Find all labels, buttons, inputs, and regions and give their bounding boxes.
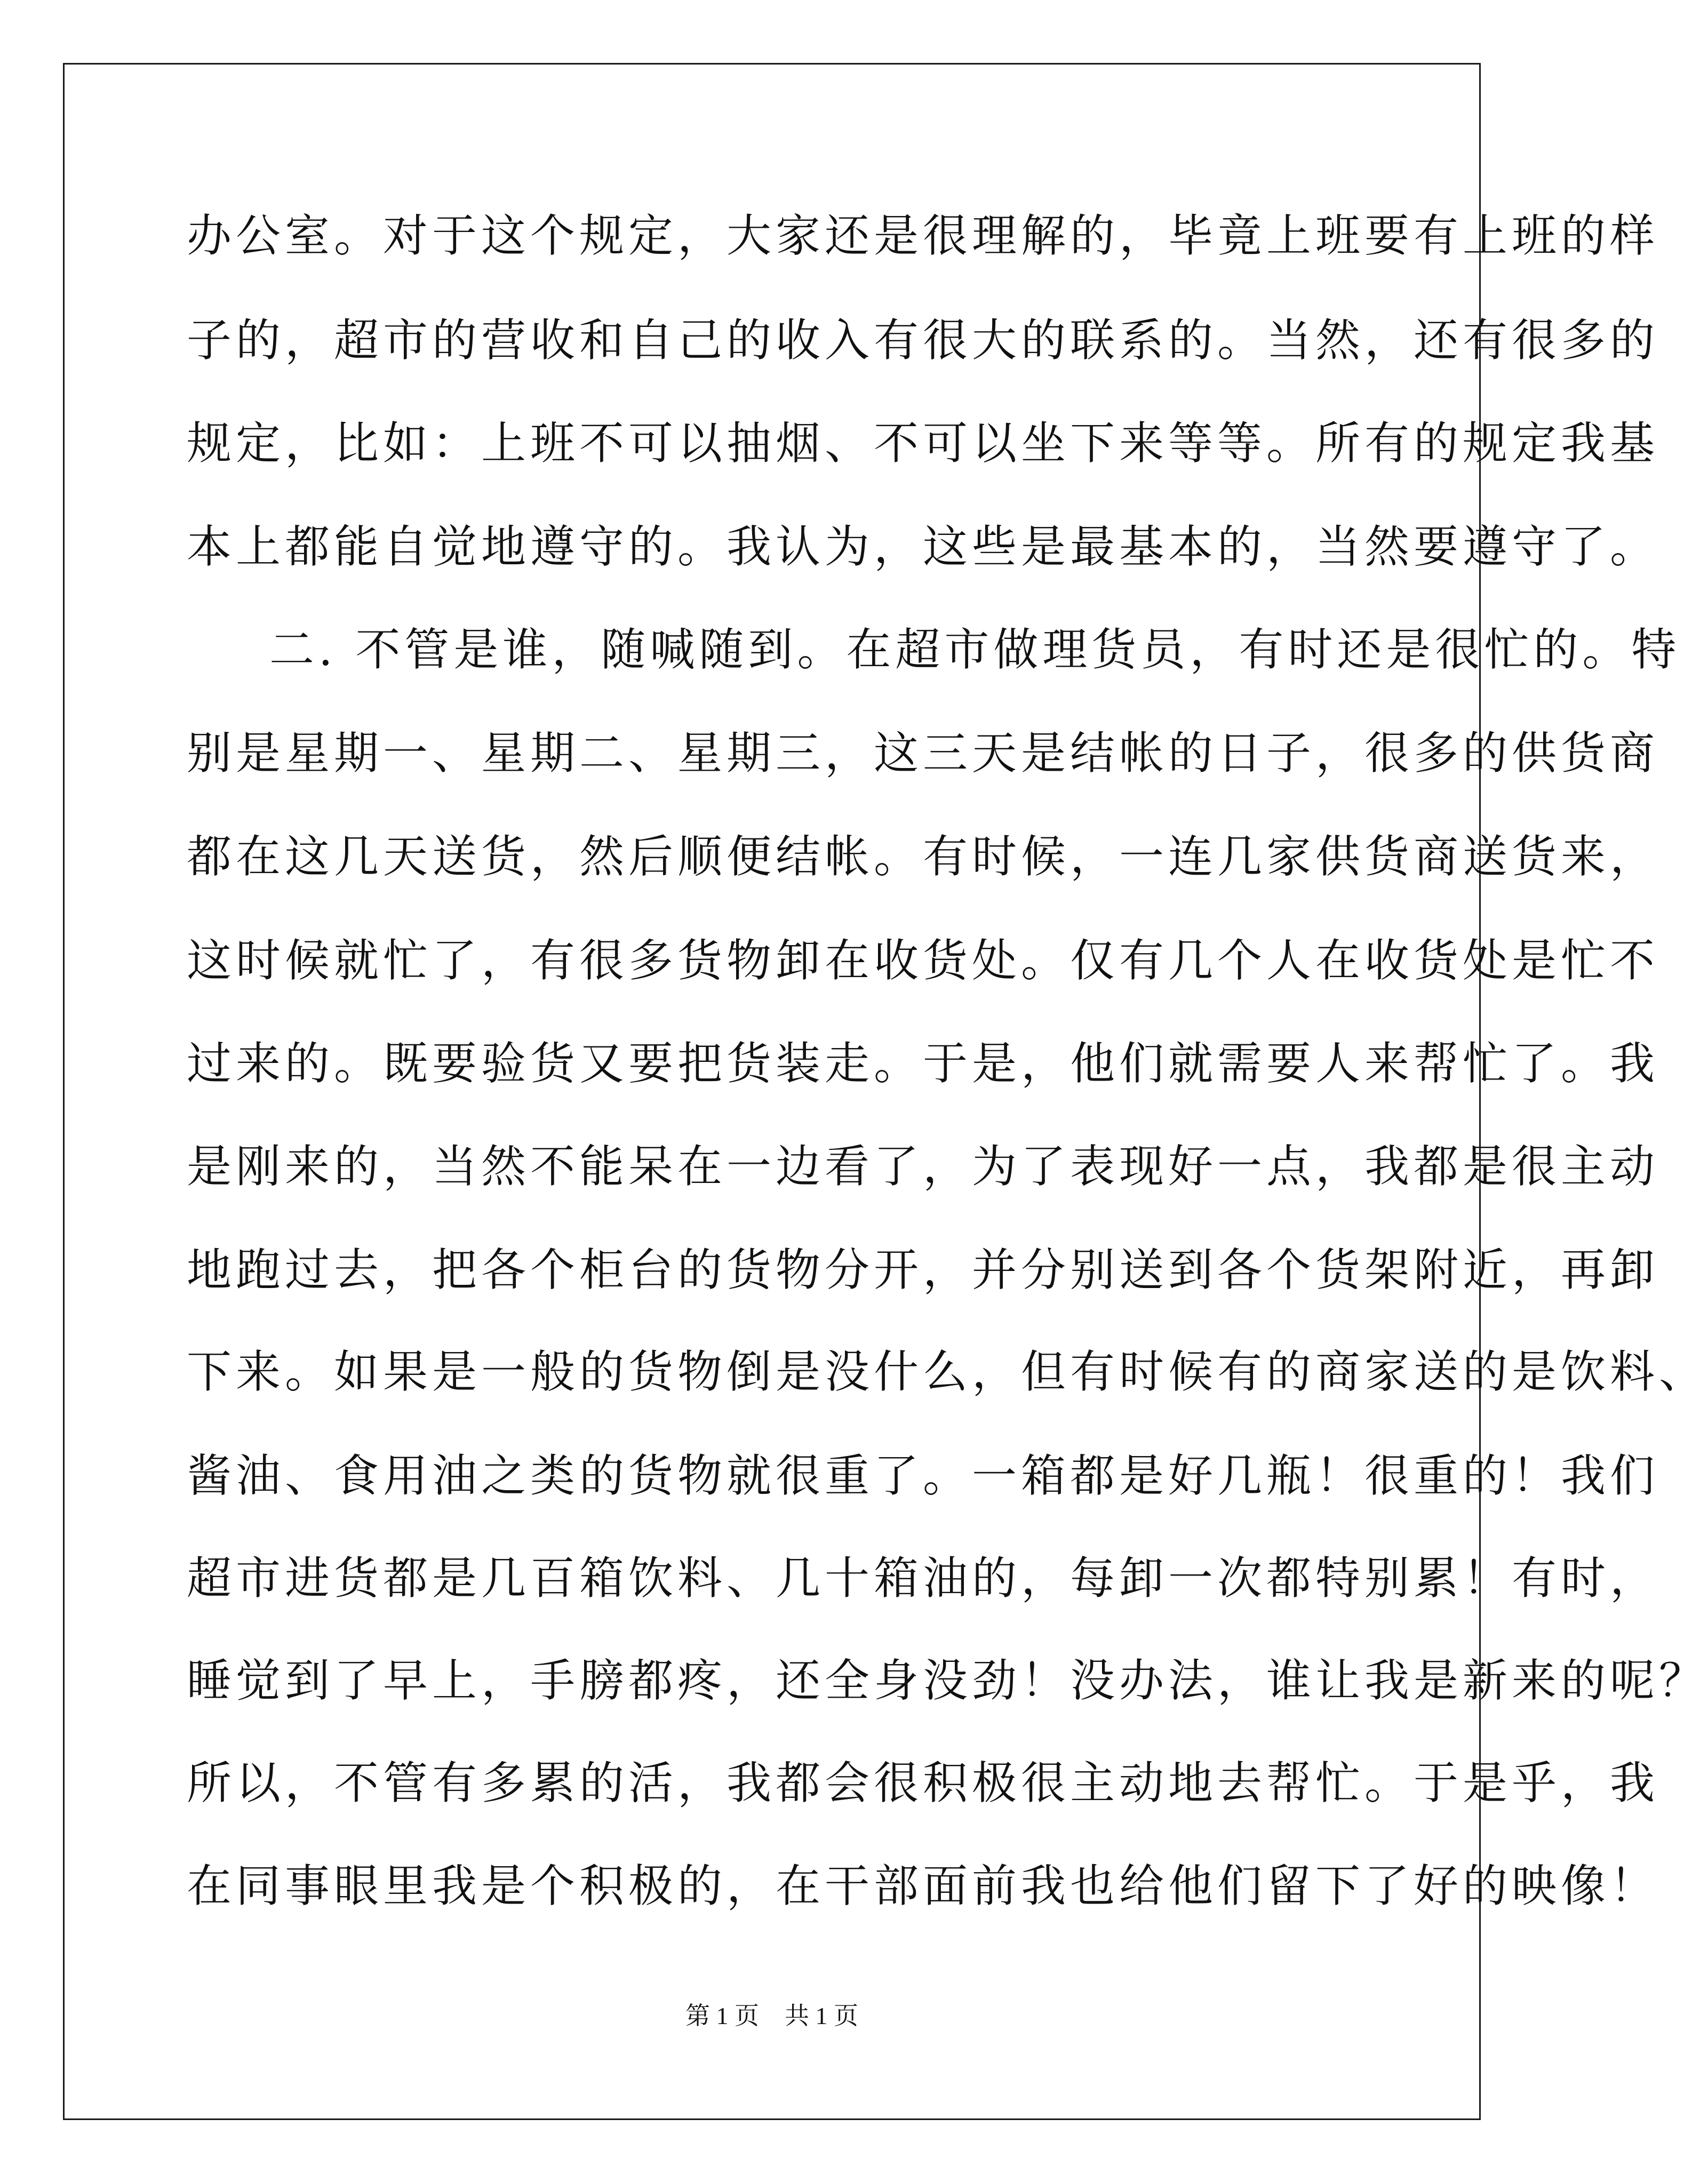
text-line: 是刚来的，当然不能呆在一边看了，为了表现好一点，我都是很主动 (187, 1140, 1659, 1193)
text-line: 在同事眼里我是个积极的，在干部面前我也给他们留下了好的映像！ (187, 1860, 1659, 1912)
page-count: 共 1 页 (785, 2002, 858, 2029)
page-footer (0, 2000, 1544, 2032)
text-line: 睡觉到了早上，手膀都疼，还全身没劲！没办法，谁让我是新来的呢？ (187, 1654, 1708, 1707)
text-line: 酱油、食用油之类的货物就很重了。一箱都是好几瓶！很重的！我们 (187, 1450, 1659, 1502)
page-border (63, 63, 1481, 2120)
text-line: 本上都能自觉地遵守的。我认为，这些是最基本的，当然要遵守了。 (187, 521, 1659, 573)
text-line: 别是星期一、星期二、星期三，这三天是结帐的日子，很多的供货商 (187, 727, 1659, 779)
text-line: 地跑过去，把各个柜台的货物分开，并分别送到各个货架附近，再卸 (187, 1244, 1659, 1296)
text-line: 这时候就忙了，有很多货物卸在收货处。仅有几个人在收货处是忙不 (187, 934, 1659, 987)
page-number: 第 1 页 (685, 2002, 759, 2029)
text-line: 二. 不管是谁，随喊随到。在超市做理货员，有时还是很忙的。特 (269, 623, 1681, 676)
text-line: 超市进货都是几百箱饮料、几十箱油的，每卸一次都特别累！有时， (187, 1552, 1659, 1604)
text-line: 下来。如果是一般的货物倒是没什么，但有时候有的商家送的是饮料、 (187, 1346, 1708, 1398)
text-line: 规定，比如：上班不可以抽烟、不可以坐下来等等。所有的规定我基 (187, 417, 1659, 469)
text-line: 所以，不管有多累的活，我都会很积极很主动地去帮忙。于是乎，我 (187, 1757, 1659, 1809)
text-line: 子的，超市的营收和自己的收入有很大的联系的。当然，还有很多的 (187, 314, 1659, 366)
text-line: 办公室。对于这个规定，大家还是很理解的，毕竟上班要有上班的样 (187, 210, 1659, 262)
text-line: 过来的。既要验货又要把货装走。于是，他们就需要人来帮忙了。我 (187, 1037, 1659, 1090)
text-line: 都在这几天送货，然后顺便结帐。有时候，一连几家供货商送货来， (187, 830, 1659, 883)
